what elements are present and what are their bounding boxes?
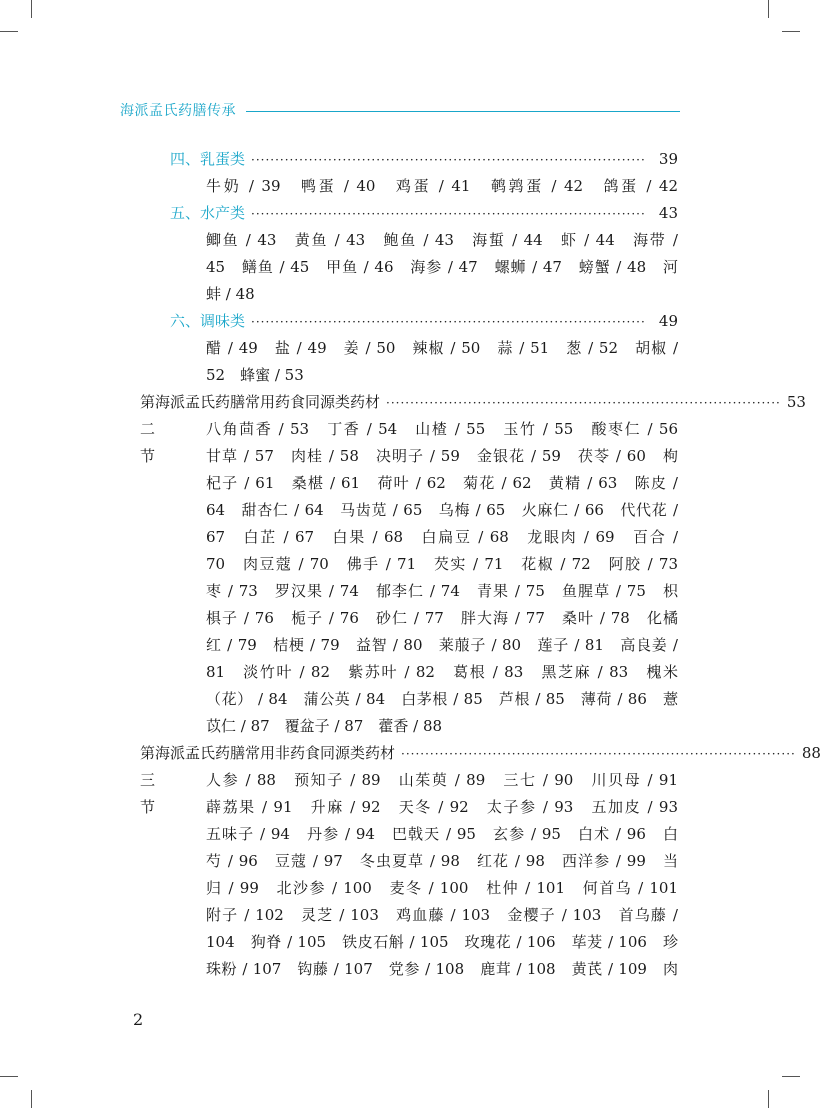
toc-items-line: 红 / 79 桔梗 / 79 益智 / 80 莱菔子 / 80 莲子 / 81 高良姜 / — [206, 636, 678, 654]
toc-items-line: 人参 / 88 预知子 / 89 山茱萸 / 89 三七 / 90 川贝母 / 91 — [206, 771, 678, 789]
toc-items-line: 苡仁 / 87 覆盆子 / 87 藿香 / 88 — [206, 717, 443, 735]
toc-entry-sub5[interactable] — [120, 200, 678, 227]
crop-mark-bottom-left-h — [0, 1076, 18, 1077]
crop-mark-bottom-right-v — [768, 1090, 769, 1108]
toc-entry-sub6[interactable] — [120, 308, 678, 335]
toc-items-line: 归 / 99 北沙参 / 100 麦冬 / 100 杜仲 / 101 何首乌 / 101 — [206, 879, 678, 897]
toc-entry-sub4[interactable] — [120, 146, 678, 173]
crop-mark-bottom-left-v — [31, 1090, 32, 1108]
crop-mark-top-left-v — [31, 0, 32, 18]
toc-items-line: 67 白芷 / 67 白果 / 68 白扁豆 / 68 龙眼肉 / 69 百合 / — [206, 528, 678, 546]
running-header — [120, 98, 680, 122]
leader-dots: ·················································································· — [386, 396, 781, 410]
toc-entry-page: 49 — [658, 312, 678, 330]
toc-items-line: 芍 / 96 豆蔻 / 97 冬虫夏草 / 98 红花 / 98 西洋参 / 99 当 — [206, 852, 678, 870]
toc-items-line: 甘草 / 57 肉桂 / 58 决明子 / 59 金银花 / 59 茯苓 / 60 枸 — [206, 447, 678, 465]
toc-entry-title: 六、调味类 — [170, 312, 246, 330]
toc-items-line: 蚌 / 48 — [206, 285, 255, 303]
toc-items-line: 附子 / 102 灵芝 / 103 鸡血藤 / 103 金樱子 / 103 首乌藤 / — [206, 906, 678, 924]
section-label: 第三节 — [140, 744, 156, 816]
toc-items-line: 枣 / 73 罗汉果 / 74 郁李仁 / 74 青果 / 75 鱼腥草 / 75 枳 — [206, 582, 678, 600]
toc-items-line: 104 狗脊 / 105 铁皮石斛 / 105 玫瑰花 / 106 荜茇 / 106 珍 — [206, 933, 678, 951]
toc-entry-page: 53 — [786, 393, 806, 411]
leader-dots: ·················································································· — [251, 315, 646, 329]
toc-items-line: 牛奶 / 39 鸭蛋 / 40 鸡蛋 / 41 鹌鹑蛋 / 42 鸽蛋 / 42 — [206, 177, 678, 195]
header-rule — [246, 111, 680, 112]
toc-items-line: 椇子 / 76 栀子 / 76 砂仁 / 77 胖大海 / 77 桑叶 / 78 化橘 — [206, 609, 678, 627]
book-title: 海派孟氏药膳传承 — [120, 103, 236, 119]
toc-items-line: 70 肉豆蔻 / 70 佛手 / 71 芡实 / 71 花椒 / 72 阿胶 / 73 — [206, 555, 678, 573]
toc-items-line: 醋 / 49 盐 / 49 姜 / 50 辣椒 / 50 蒜 / 51 葱 / 52 胡椒 / — [206, 339, 678, 357]
toc-entry-page: 39 — [658, 150, 678, 168]
toc-items-line: 鲫鱼 / 43 黄鱼 / 43 鲍鱼 / 43 海蜇 / 44 虾 / 44 海带 / — [206, 231, 678, 249]
toc-items-line: 64 甜杏仁 / 64 马齿苋 / 65 乌梅 / 65 火麻仁 / 66 代代花 / — [206, 501, 678, 519]
toc-entry-page: 43 — [658, 204, 678, 222]
section-label: 第二节 — [140, 393, 156, 465]
table-of-contents — [120, 146, 821, 983]
toc-items-line: （花） / 84 蒲公英 / 84 白茅根 / 85 芦根 / 85 薄荷 / 86 薏 — [206, 690, 678, 708]
crop-mark-top-right-h — [782, 31, 800, 32]
page-number: 2 — [133, 1010, 144, 1029]
toc-entry-title: 五、水产类 — [170, 204, 246, 222]
toc-items-line: 45 鳝鱼 / 45 甲鱼 / 46 海参 / 47 螺蛳 / 47 螃蟹 / 48 河 — [206, 258, 678, 276]
toc-items-line: 珠粉 / 107 钩藤 / 107 党参 / 108 鹿茸 / 108 黄芪 / 109 肉 — [206, 960, 678, 978]
toc-items-line: 81 淡竹叶 / 82 紫苏叶 / 82 葛根 / 83 黑芝麻 / 83 槐米 — [206, 663, 678, 681]
crop-mark-top-right-v — [768, 0, 769, 18]
toc-items-line: 五味子 / 94 丹参 / 94 巴戟天 / 95 玄参 / 95 白术 / 96 白 — [206, 825, 678, 843]
toc-entry-title: 四、乳蛋类 — [170, 150, 246, 168]
toc-items-line: 薜荔果 / 91 升麻 / 92 天冬 / 92 太子参 / 93 五加皮 / 93 — [206, 798, 678, 816]
toc-entry-title: 海派孟氏药膳常用非药食同源类药材 — [155, 744, 396, 762]
crop-mark-top-left-h — [0, 31, 18, 32]
crop-mark-bottom-right-h — [782, 1076, 800, 1077]
toc-items-line: 八角茴香 / 53 丁香 / 54 山楂 / 55 玉竹 / 55 酸枣仁 / 56 — [206, 420, 678, 438]
toc-entry-title: 海派孟氏药膳常用药食同源类药材 — [155, 393, 381, 411]
toc-items-line: 杞子 / 61 桑椹 / 61 荷叶 / 62 菊花 / 62 黄精 / 63 陈皮 / — [206, 474, 678, 492]
leader-dots: ·················································································· — [251, 153, 646, 167]
toc-entry-page: 88 — [801, 744, 821, 762]
leader-dots: ·················································································· — [251, 207, 646, 221]
toc-items-line: 52 蜂蜜 / 53 — [206, 366, 304, 384]
leader-dots: ·················································································· — [401, 747, 796, 761]
